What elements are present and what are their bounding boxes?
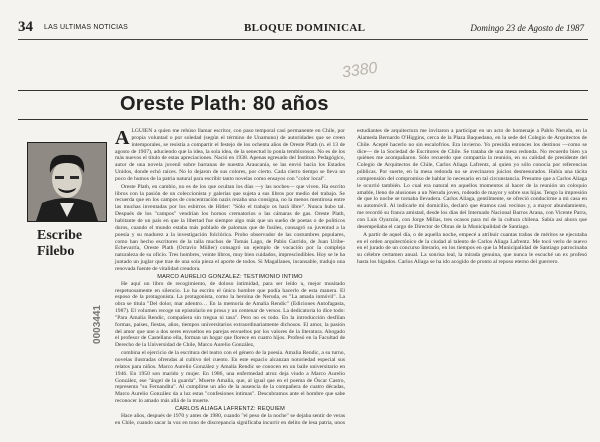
title-rule-bottom <box>18 119 588 120</box>
archive-stamp: 3380 <box>340 59 379 82</box>
header-rule <box>18 39 588 40</box>
paragraph: Hace años, después de 1970 y antes de 1980, cuando "el peso de la noche" se dejaba sentir de veras en Chile, cuando sacar la voz en tono de discrepancia significaba incurrir en delito de lesa patria, unos estudiantes de arquitectura me invitaron a participar en un acto de homenaje a Pablo Neruda, en la Alameda Bernardo O'Higgins, cerca de la Plaza Baquedano, en la sede del Colegio de Arquitectos de Chile. Acepté hacerlo no sin escalofríos. Era invierno. Yo presidía entonces los destinos —como se dice— de la Sociedad de Escritores de Chile. Se trataba de una mesa redonda. No recuerdo bien ya quiénes me acompañaron. Sólo recuerdo que compartía la reunión, en su calidad de presidente del Colegio de Arquitectos de Chile, Carlos Aliaga Lafrentz, al quien yo sólo conocía por referencias públicas. Por suerte, en la mesa redonda no se avecinaron juicios desmesurados. Había una tácita comprensión del compromiso de hablar lo necesario en tal circunstancia. Presumo que a Carlos Aliaga le ocurrió también. Lo cual era natural en aquellos momentos al hacer de la reunión un coloquio amable, lleno de alusiones a un Neruda joven, rodeado de mayor y sobre sus hijas. Tengo la impresión de que lo noche se tornaba llevadera. Carlos Aliaga, gentilmente, se ofreció conducirme a mi casa en su automóvil. Al indicarle mi domicilio, declaró que éramos casi vecinos y, a mayor abundamiento, me recordó su franca amistad, desde los días del Internado Nacional Barros Arana, con Vicente Parra, con Luis Oyarzún, con Jorge Millas, tres ocasos para mí de la cultura chilena. Sabía así ahora que desempeñaba el cargo de Director de Obras de la Municipalidad de Santiago. <box>115 128 587 426</box>
issue-date: Domingo 23 de Agosto de 1987 <box>470 23 584 33</box>
section-name: BLOQUE DOMINICAL <box>244 22 366 34</box>
paragraph: Oreste Plath, en cambio, no es de los que ocultan los días —y las noches— que viven. Ha escrito libros con la pasión de un coleccionista y galerías que sujeta a sus libros por medio del trabajo. Se recuerda que en los campos de concentración nazis rezaba una consigna, no la menos mentirosa entre las muchas inventadas por los esbirros de Hitler: "Sólo el trabajo os hará libre". Nunca hubo tal. Después de los "campos" vendrían los hornos crematorios o las cámaras de gas. Oreste Plath, habitante de un país en que la libertad fue siempre algo más que un sueño de poetas o de políticos duros, cuando el mundo estaba más poblado de palomas que de fusiles, consagró su juventud a la poesía y su madurez a la investigación folclórica. Probo observador de las costumbres populares, como han hecho escritores de la talla muchos de Tomás Lago, de Pablo Garrido, de Juan Uribe-Echevarría, Oreste Plath (Octavio Müller) consagró un ejemplo de vocación por la compleja naturaleza de su oficio. Tres hombres, veinte libros, muy bien cuidados, imprescindibles. Hoy se le ha juntado un juglar que trae de una sola pieza el aporte de todos. Si Magallanes, incansable, tradujo una renovada fuente de vitalidad creadora. <box>115 183 345 272</box>
paragraph: A partir de aquel día, o de aquella noche, empecé a atribuir cuantas trabas de méritos se ejecutaba en el orden arquitectónico de la ciudad al talento de Carlos Aliaga Lafrentz. Me tocó verlo de nuevo en el jurado de un concurso literario, en los tiempos en que la Municipalidad de Santiago patrocinaba su célebre certamen anual. La sonrisa leal, la mirada genuina, que nunca le escuché un ex profesó hasta los hígados. Carlos Aliaga se ha ido acogido de pronto al reposo eterno del guerrero. <box>357 231 587 266</box>
article-title: Oreste Plath: 80 años <box>120 93 329 115</box>
author-portrait-icon <box>27 142 107 222</box>
byline <box>37 228 82 260</box>
byline-author: Filebo <box>37 244 75 259</box>
title-rule-top <box>18 90 588 91</box>
page-number: 34 <box>18 19 33 35</box>
subheading-aliaga: CARLOS ALIAGA LAFRENTZ: REQUIEM <box>174 405 286 412</box>
archive-code: 0003441 <box>92 305 103 344</box>
article-body <box>115 128 587 433</box>
lead-text: LGUIEN a quien me rehúso llamar escritor, con paso temporal casi permanente en Chile, por propia voluntad o por soledad (según el término de Unamuno) de autoridades que se creen intemporales, se resistía a compartir el festejo de los ochenta años de Oreste Plath (n. el 13 de agosto de 1907), aduciendo que la idea, la sola idea, de la senectud lo ponía temblorosos. No es de los más nuevos el título de estas apreciaciones. Nació en 1938. Apenas egresado del Instituto Pedagógico, autor de una novela juvenil sobre barranas de nuestra Araucanía, se las envió hacia los Estados Unidos, donde echó raíces. No lo dejaron de sus colores, por cierto. Cada cierto tiempo se lleva un poco de humos de la patria natural para escribir tanto novelas como ensayos con "color local". <box>115 128 345 182</box>
drop-cap: A <box>115 127 130 149</box>
paragraph: combina el ejercicio de la escritura del teatro con el género de la poesía. Amalia Rendic, a su turno, novelas ilustradas ofrendas al cultivo del cuento. En este espacio alcanzan notoriedad especial sus relatos para niños. Marco Aurelio González y Amalia Rendic se conocen en un baile universitario en 1946. En 1950 son marido y mujer. En 1986, una enfermedad atroz deja viudo a Marco Aurelio González, ese "ángel de la guarda". Muerte Amalia, que, al igual que en el poema de Óscar Castro, representa "su Fernandita". Al cumplirse un año de la ausencia de la compañera de cuatro décadas, Marco Aurelio González da a luz estas "confesiones íntimas". Descubramos ante el hombre que sabe reconocer lo amado más allá de la muerte. <box>115 350 345 405</box>
lead-paragraph <box>115 128 345 183</box>
newspaper-name: LAS ULTIMAS NOTICIAS <box>44 24 128 31</box>
paragraph: He aquí un libro de recogimiento, de doloso intimidad, para ser leído u, mejor musitado respetuosamente en silencio. Lo ha escrito el único hombre que podía hacerlo de esta manera. El esposo de la protagonista. La protagonista, como la heroína de Neruda, es "La amada inmóvil". La obra se titula "Del dolor, mar adentro… En la memoria de Amalia Rendic" (Ediciones Antofagasta, 1987). El volumen recoge un epistolario en prosa y un centenar de versos. La dedicatoria lo dice todo: "Para Amalia Rendic, compañera sin tregua ni tasa". Pero no es todo. En la introducción desfilan formas, países, fiestas, años, tiempos universitarios extraordinariamente dichosos. El amor, la pasión del amor que une a dos seres envueltos en parejas envueltos por los valores de la literatura. Abogado el profesor de Castellano ella, forman un hogar que florece en cuatro hijos. Profesó en la Facultad de Derecho de la Universidad de Chile, Marco Aurelio González, <box>115 280 345 349</box>
page-header <box>18 19 590 38</box>
byline-line-1: Escribe <box>37 228 83 243</box>
subheading-gonzalez: MARCO AURELIO GONZALEZ: TESTIMONIO INTIMO <box>157 273 303 280</box>
